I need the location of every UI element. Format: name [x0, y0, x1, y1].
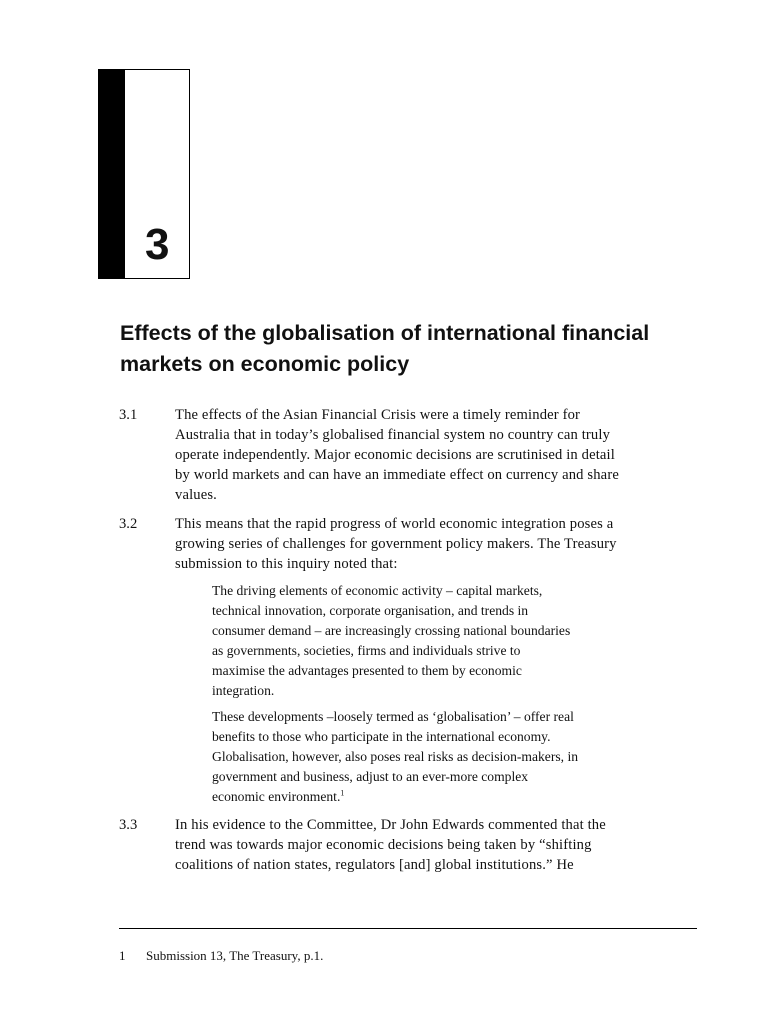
chapter-title: Effects of the globalisation of international financial markets on economic policy [120, 321, 650, 376]
paragraph-line: This means that the rapid progress of world economic integration poses a [175, 516, 614, 532]
chapter-number: 3 [145, 220, 170, 269]
quote-line: technical innovation, corporate organisation, and trends in [212, 603, 529, 618]
quote-line-text: economic environment. [212, 789, 341, 804]
paragraph-number: 3.2 [119, 516, 138, 532]
chapter-number-box [98, 69, 190, 279]
paragraph-line: coalitions of nation states, regulators [and] global institutions.” He [175, 857, 574, 873]
footnote-divider [119, 928, 697, 929]
paragraph-line: values. [175, 487, 217, 503]
quote-line: benefits to those who participate in the international economy. [212, 729, 551, 744]
paragraph-line: trend was towards major economic decisions being taken by “shifting [175, 837, 592, 853]
paragraph-line: Australia that in today’s globalised financial system no country can truly [175, 427, 611, 443]
paragraph-3-2 [119, 514, 699, 574]
quote-line: Globalisation, however, also poses real risks as decision-makers, in [212, 749, 579, 764]
block-quote-2 [212, 707, 652, 807]
paragraph-number: 3.1 [119, 407, 138, 423]
quote-line: as governments, societies, firms and individuals strive to [212, 643, 521, 658]
paragraph-3-3 [119, 815, 699, 875]
footnote-text: Submission 13, The Treasury, p.1. [146, 948, 324, 963]
footnote-number: 1 [119, 948, 126, 963]
chapter-bar [99, 70, 125, 278]
paragraph-line: by world markets and can have an immediate effect on currency and share [175, 467, 619, 483]
paragraph-number: 3.3 [119, 817, 138, 833]
paragraph-line: submission to this inquiry noted that: [175, 556, 398, 572]
block-quote-1 [212, 581, 652, 701]
paragraph-line: operate independently. Major economic decisions are scrutinised in detail [175, 447, 615, 463]
footnote-reference[interactable]: 1 [340, 788, 345, 798]
quote-line: These developments –loosely termed as ‘globalisation’ – offer real [212, 709, 574, 724]
paragraph-line: The effects of the Asian Financial Crisis were a timely reminder for [175, 407, 581, 423]
paragraph-line: In his evidence to the Committee, Dr John Edwards commented that the [175, 817, 606, 833]
quote-line [212, 787, 652, 807]
quote-line: government and business, adjust to an ever-more complex [212, 769, 529, 784]
quote-line: consumer demand – are increasingly crossing national boundaries [212, 623, 571, 638]
quote-line: maximise the advantages presented to them by economic [212, 663, 522, 678]
quote-line: The driving elements of economic activity – capital markets, [212, 583, 543, 598]
footnote [119, 947, 323, 965]
quote-line: integration. [212, 683, 275, 698]
paragraph-3-1 [119, 405, 699, 505]
paragraph-line: growing series of challenges for government policy makers. The Treasury [175, 536, 617, 552]
